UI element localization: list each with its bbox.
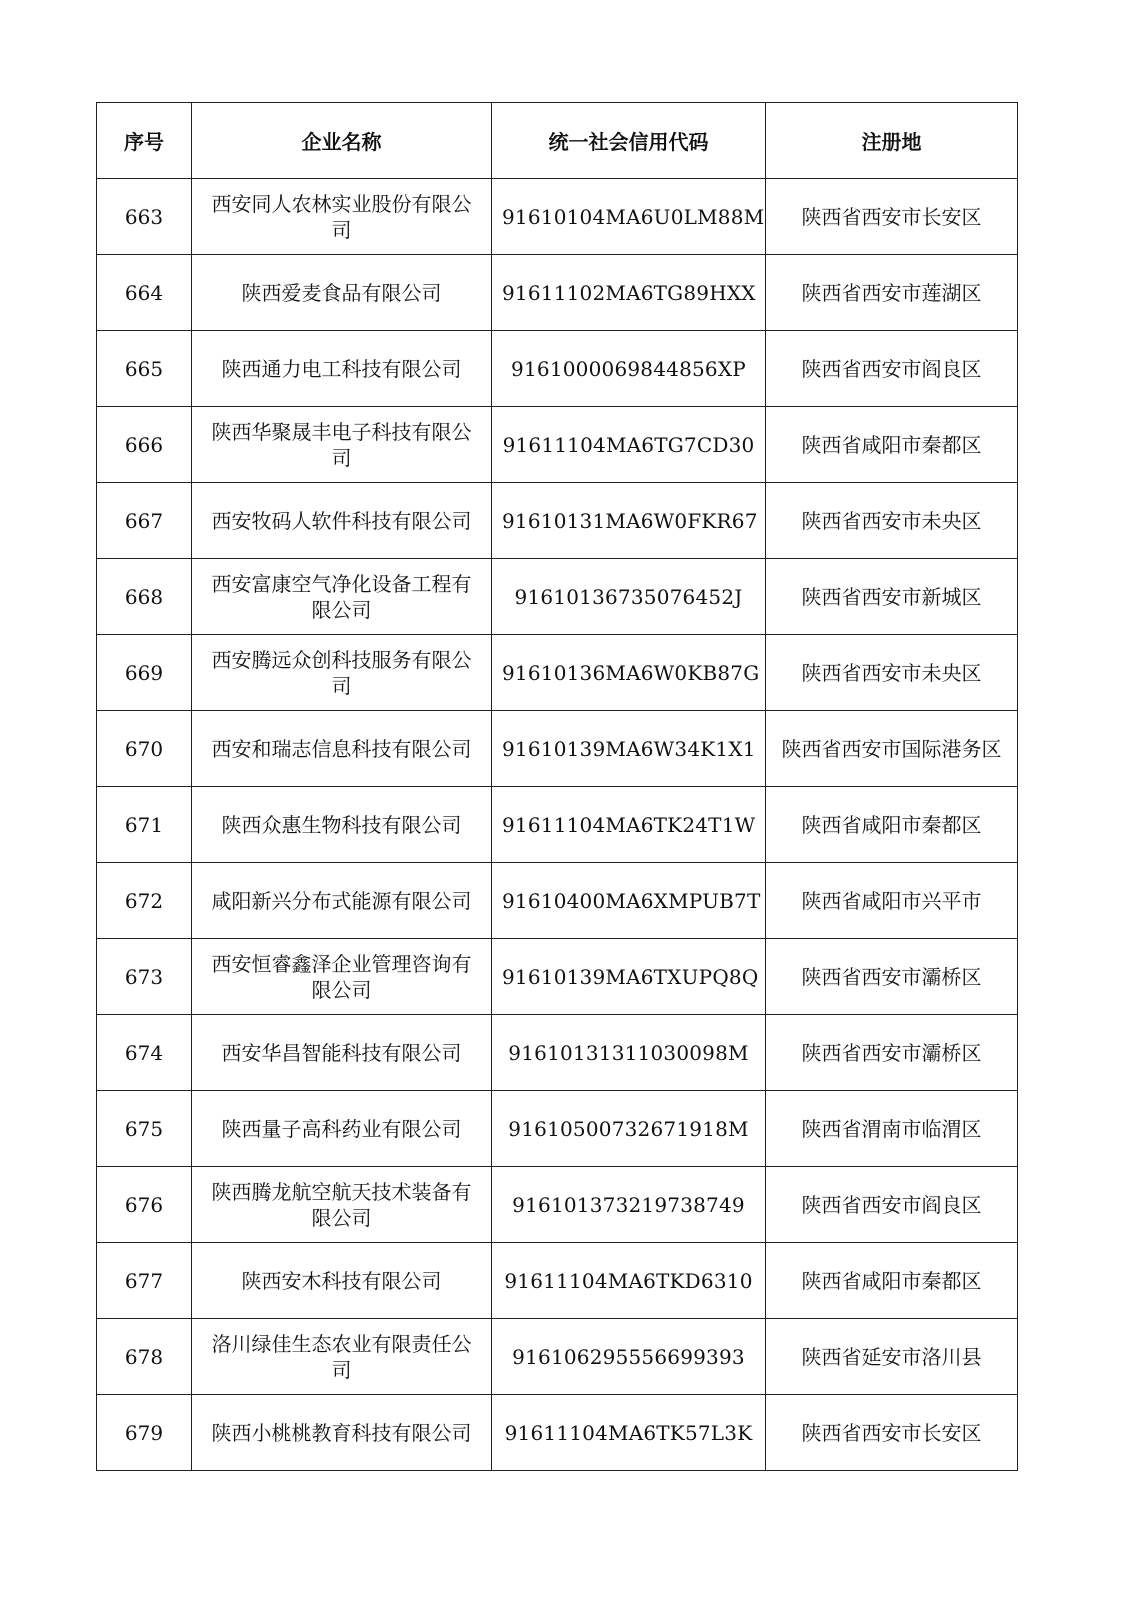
table-row (97, 407, 1018, 483)
cell-company-name: 陕西腾龙航空航天技术装备有限公司 (192, 1167, 492, 1243)
table-row (97, 635, 1018, 711)
cell-index: 670 (97, 711, 192, 787)
cell-company-name: 西安恒睿鑫泽企业管理咨询有限公司 (192, 939, 492, 1015)
cell-company-name: 陕西安木科技有限公司 (192, 1243, 492, 1319)
cell-company-name: 陕西通力电工科技有限公司 (192, 331, 492, 407)
cell-index: 675 (97, 1091, 192, 1167)
cell-registered-location: 陕西省咸阳市秦都区 (766, 787, 1018, 863)
cell-credit-code: 91611104MA6TKD6310 (492, 1243, 766, 1319)
header-location: 注册地 (766, 103, 1018, 179)
cell-index: 669 (97, 635, 192, 711)
cell-credit-code: 91610131MA6W0FKR67 (492, 483, 766, 559)
header-row (97, 103, 1018, 179)
cell-registered-location: 陕西省咸阳市兴平市 (766, 863, 1018, 939)
cell-index: 668 (97, 559, 192, 635)
cell-index: 663 (97, 179, 192, 255)
header-index: 序号 (97, 103, 192, 179)
table-row (97, 179, 1018, 255)
header-name: 企业名称 (192, 103, 492, 179)
cell-company-name: 西安同人农林实业股份有限公司 (192, 179, 492, 255)
cell-credit-code: 91611104MA6TK24T1W (492, 787, 766, 863)
cell-company-name: 西安腾远众创科技服务有限公司 (192, 635, 492, 711)
cell-credit-code: 91610400MA6XMPUB7T (492, 863, 766, 939)
cell-index: 673 (97, 939, 192, 1015)
cell-credit-code: 916106295556699393 (492, 1319, 766, 1395)
cell-registered-location: 陕西省咸阳市秦都区 (766, 407, 1018, 483)
cell-index: 676 (97, 1167, 192, 1243)
cell-index: 677 (97, 1243, 192, 1319)
cell-registered-location: 陕西省西安市阎良区 (766, 1167, 1018, 1243)
cell-company-name: 西安和瑞志信息科技有限公司 (192, 711, 492, 787)
cell-index: 678 (97, 1319, 192, 1395)
table-row (97, 863, 1018, 939)
cell-index: 664 (97, 255, 192, 331)
cell-registered-location: 陕西省西安市新城区 (766, 559, 1018, 635)
cell-index: 679 (97, 1395, 192, 1471)
cell-company-name: 陕西华聚晟丰电子科技有限公司 (192, 407, 492, 483)
cell-credit-code: 91610136735076452J (492, 559, 766, 635)
cell-company-name: 咸阳新兴分布式能源有限公司 (192, 863, 492, 939)
table-row (97, 1395, 1018, 1471)
cell-registered-location: 陕西省西安市莲湖区 (766, 255, 1018, 331)
cell-company-name: 洛川绿佳生态农业有限责任公司 (192, 1319, 492, 1395)
cell-registered-location: 陕西省西安市长安区 (766, 179, 1018, 255)
cell-credit-code: 916101373219738749 (492, 1167, 766, 1243)
cell-credit-code: 91610139MA6TXUPQ8Q (492, 939, 766, 1015)
enterprise-table (96, 102, 1018, 1471)
cell-registered-location: 陕西省西安市阎良区 (766, 331, 1018, 407)
table-row (97, 1091, 1018, 1167)
table-row (97, 483, 1018, 559)
table-row (97, 1015, 1018, 1091)
table-row (97, 1243, 1018, 1319)
cell-registered-location: 陕西省西安市灞桥区 (766, 939, 1018, 1015)
cell-index: 671 (97, 787, 192, 863)
cell-registered-location: 陕西省西安市未央区 (766, 635, 1018, 711)
table-row (97, 1167, 1018, 1243)
cell-credit-code: 91610139MA6W34K1X1 (492, 711, 766, 787)
cell-index: 672 (97, 863, 192, 939)
cell-credit-code: 91610131311030098M (492, 1015, 766, 1091)
cell-credit-code: 91610104MA6U0LM88M (492, 179, 766, 255)
table-row (97, 939, 1018, 1015)
table-row (97, 711, 1018, 787)
cell-company-name: 陕西爱麦食品有限公司 (192, 255, 492, 331)
cell-company-name: 陕西众惠生物科技有限公司 (192, 787, 492, 863)
table-row (97, 331, 1018, 407)
cell-index: 674 (97, 1015, 192, 1091)
cell-index: 667 (97, 483, 192, 559)
cell-credit-code: 91610136MA6W0KB87G (492, 635, 766, 711)
cell-registered-location: 陕西省渭南市临渭区 (766, 1091, 1018, 1167)
table-row (97, 559, 1018, 635)
cell-index: 666 (97, 407, 192, 483)
header-code: 统一社会信用代码 (492, 103, 766, 179)
table-row (97, 787, 1018, 863)
cell-credit-code: 91611104MA6TK57L3K (492, 1395, 766, 1471)
table-row (97, 255, 1018, 331)
cell-credit-code: 91611102MA6TG89HXX (492, 255, 766, 331)
cell-registered-location: 陕西省延安市洛川县 (766, 1319, 1018, 1395)
cell-registered-location: 陕西省西安市灞桥区 (766, 1015, 1018, 1091)
cell-company-name: 西安富康空气净化设备工程有限公司 (192, 559, 492, 635)
cell-company-name: 西安牧码人软件科技有限公司 (192, 483, 492, 559)
cell-company-name: 西安华昌智能科技有限公司 (192, 1015, 492, 1091)
cell-registered-location: 陕西省西安市长安区 (766, 1395, 1018, 1471)
cell-credit-code: 9161000069844856XP (492, 331, 766, 407)
cell-credit-code: 91610500732671918M (492, 1091, 766, 1167)
cell-registered-location: 陕西省咸阳市秦都区 (766, 1243, 1018, 1319)
cell-index: 665 (97, 331, 192, 407)
cell-credit-code: 91611104MA6TG7CD30 (492, 407, 766, 483)
cell-registered-location: 陕西省西安市未央区 (766, 483, 1018, 559)
cell-registered-location: 陕西省西安市国际港务区 (766, 711, 1018, 787)
table-row (97, 1319, 1018, 1395)
cell-company-name: 陕西量子高科药业有限公司 (192, 1091, 492, 1167)
cell-company-name: 陕西小桃桃教育科技有限公司 (192, 1395, 492, 1471)
